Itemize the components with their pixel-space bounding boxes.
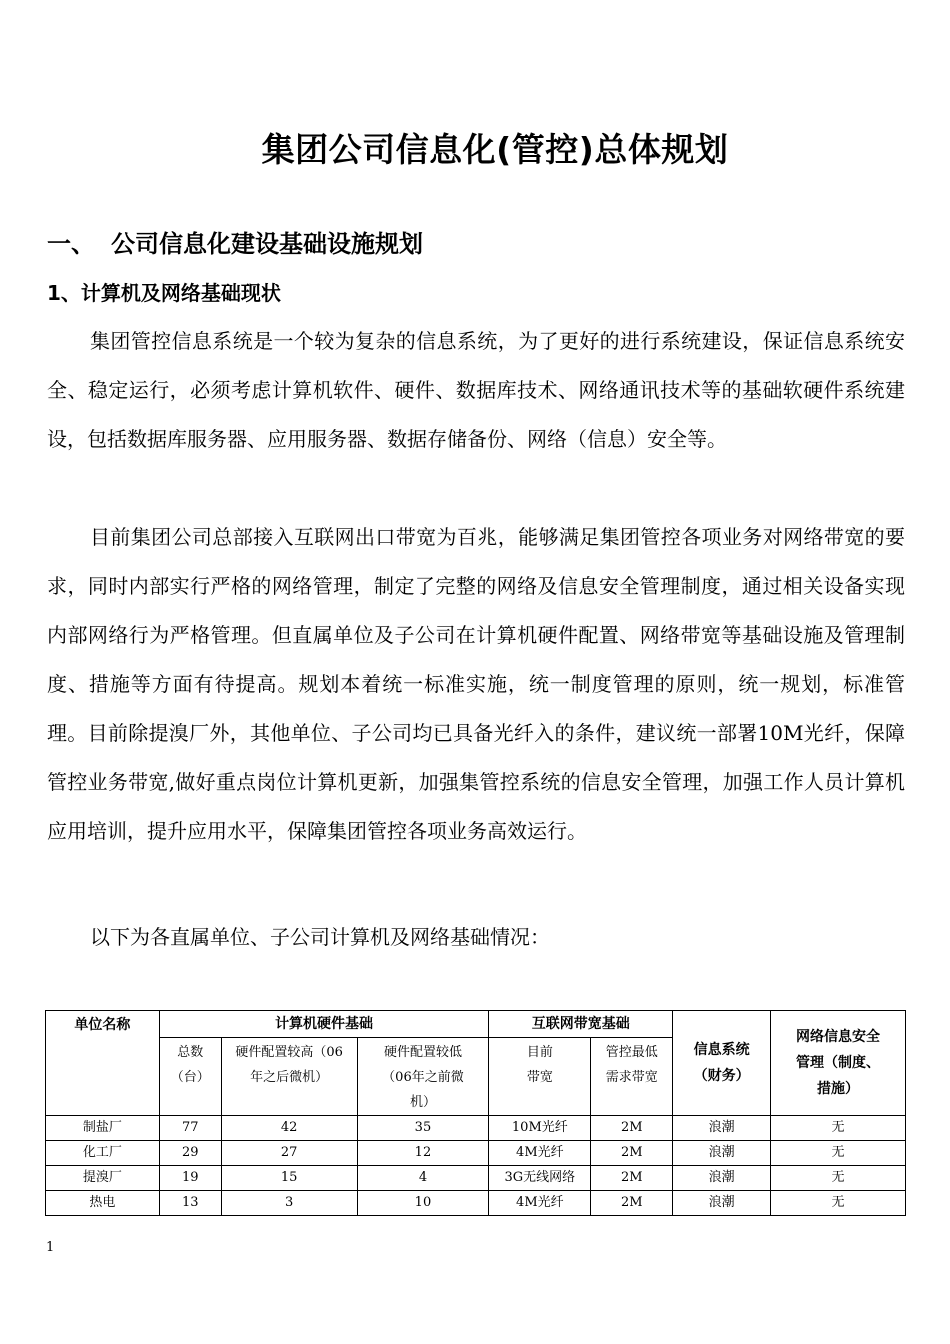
header-info-system: 信息系统（财务） [673,1011,771,1116]
header-current-bandwidth: 目前带宽 [489,1038,591,1116]
cell-unit: 提溴厂 [46,1166,160,1191]
cell-total: 29 [159,1141,221,1166]
cell-high: 15 [221,1166,357,1191]
header-security: 网络信息安全管理（制度、措施） [771,1011,906,1116]
cell-security: 无 [771,1191,906,1216]
section-heading [47,224,423,259]
header-total: 总数（台） [159,1038,221,1116]
cell-system: 浪潮 [673,1116,771,1141]
cell-min-bandwidth: 2M [591,1166,673,1191]
paragraph-2: 目前集团公司总部接入互联网出口带宽为百兆，能够满足集团管控各项业务对网络带宽的要求，同时内部实行严格的网络管理，制定了完整的网络及信息安全管理制度，通过相关设备实现内部网络行为严格管理。但直属单位及子公司在计算机硬件配置、网络带宽等基础设施及管理制度、措施等方面有待提高。规划本着统一标准实施，统一制度管理的原则，统一规划，标准管理。目前除提溴厂外，其他单位、子公司均已具备光纤入的条件，建议统一部署10M光纤，保障管控业务带宽,做好重点岗位计算机更新，加强集管控系统的信息安全管理，加强工作人员计算机应用培训，提升应用水平，保障集团管控各项业务高效运行。 [47,525,905,843]
cell-low: 12 [357,1141,489,1166]
cell-unit: 化工厂 [46,1141,160,1166]
cell-min-bandwidth: 2M [591,1116,673,1141]
cell-low: 4 [357,1166,489,1191]
cell-high: 27 [221,1141,357,1166]
section-number: 一、 [47,230,95,258]
cell-current-bandwidth: 3G无线网络 [489,1166,591,1191]
cell-current-bandwidth: 4M光纤 [489,1141,591,1166]
section-title: 公司信息化建设基础设施规划 [111,230,423,258]
cell-current-bandwidth: 4M光纤 [489,1191,591,1216]
infrastructure-table [45,1010,906,1216]
header-min-bandwidth: 管控最低需求带宽 [591,1038,673,1116]
cell-security: 无 [771,1116,906,1141]
cell-high: 3 [221,1191,357,1216]
header-bandwidth: 互联网带宽基础 [489,1011,673,1038]
cell-unit: 热电 [46,1191,160,1216]
cell-total: 19 [159,1166,221,1191]
table-row [46,1166,906,1191]
cell-low: 10 [357,1191,489,1216]
cell-total: 13 [159,1191,221,1216]
cell-low: 35 [357,1116,489,1141]
cell-system: 浪潮 [673,1191,771,1216]
paragraph-1: 集团管控信息系统是一个较为复杂的信息系统，为了更好的进行系统建设，保证信息系统安全、稳定运行，必须考虑计算机软件、硬件、数据库技术、网络通讯技术等的基础软硬件系统建设，包括数据库服务器、应用服务器、数据存储备份、网络（信息）安全等。 [47,329,905,451]
header-low-config: 硬件配置较低（06年之前微机） [357,1038,489,1116]
table-header-row [46,1011,906,1038]
document-title: 集团公司信息化(管控)总体规划 [261,130,729,169]
cell-min-bandwidth: 2M [591,1141,673,1166]
cell-security: 无 [771,1166,906,1191]
page-number: 1 [46,1240,55,1255]
header-high-config: 硬件配置较高（06年之后微机） [221,1038,357,1116]
cell-current-bandwidth: 10M光纤 [489,1116,591,1141]
cell-system: 浪潮 [673,1141,771,1166]
table-row [46,1141,906,1166]
cell-security: 无 [771,1141,906,1166]
header-hardware: 计算机硬件基础 [159,1011,489,1038]
header-unit: 单位名称 [46,1011,160,1116]
table-row [46,1191,906,1216]
cell-system: 浪潮 [673,1166,771,1191]
table-row [46,1116,906,1141]
cell-min-bandwidth: 2M [591,1191,673,1216]
cell-unit: 制盐厂 [46,1116,160,1141]
cell-high: 42 [221,1116,357,1141]
paragraph-3: 以下为各直属单位、子公司计算机及网络基础情况： [90,925,550,949]
cell-total: 77 [159,1116,221,1141]
subsection-heading: 1、计算机及网络基础现状 [47,281,281,305]
